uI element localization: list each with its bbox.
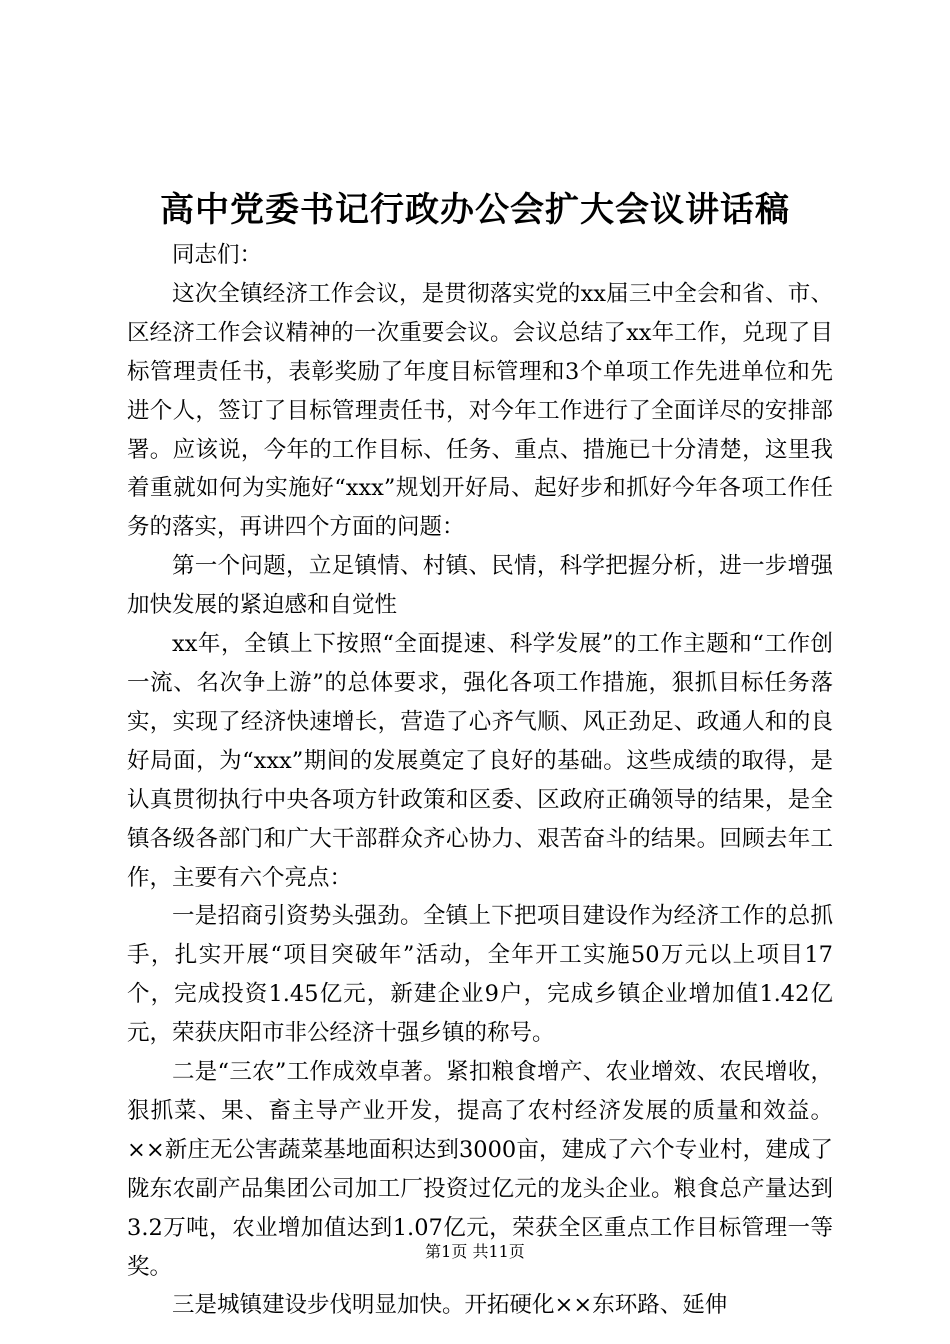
paragraph-salutation: 同志们： (172, 242, 263, 268)
document-title: 高中党委书记行政办公会扩大会议讲话稿 (160, 190, 790, 230)
paragraph-intro: 这次全镇经济工作会议，是贯彻落实党的xx届三中全会和省、市、区经济工作会议精神的一次重要会议。会议总结了xx年工作，兑现了目标管理责任书，表彰奖励了年度目标管理和3个单项工作先进单位和先进个人，签订了目标管理责任书，对今年工作进行了全面详尽的安排部署。应该说，今年的工作目标、任务、重点、措施已十分清楚，这里我着重就如何为实施好“xxx”规划开好局、起好步和抓好今年各项工作任务的落实，再讲四个方面的问题： (127, 280, 833, 541)
paragraph-highlight-2: 二是“三农”工作成效卓著。紧扣粮食增产、农业增效、农民增收，狠抓菜、果、畜主导产业开发，提高了农村经济发展的质量和效益。××新庄无公害蔬菜基地面积达到3000亩，建成了六个专业村，建成了陇东农副产品集团公司加工厂投资过亿元的龙头企业。粮食总产量达到3.2万吨，农业增加值达到1.07亿元，荣获全区重点工作目标管理一等奖。 (127, 1059, 833, 1280)
paragraph-review: xx年，全镇上下按照“全面提速、科学发展”的工作主题和“工作创一流、名次争上游”的总体要求，强化各项工作措施，狠抓目标任务落实，实现了经济快速增长，营造了心齐气顺、风正劲足、政通人和的良好局面，为“xxx”期间的发展奠定了良好的基础。这些成绩的取得，是认真贯彻执行中央各项方针政策和区委、区政府正确领导的结果，是全镇各级各部门和广大干部群众齐心协力、艰苦奋斗的结果。回顾去年工作，主要有六个亮点： (127, 631, 833, 891)
paragraph-highlight-1: 一是招商引资势头强劲。全镇上下把项目建设作为经济工作的总抓手，扎实开展“项目突破年”活动，全年开工实施50万元以上项目17个，完成投资1.45亿元，新建企业9户，完成乡镇企业增加值1.42亿元，荣获庆阳市非公经济十强乡镇的称号。 (127, 903, 833, 1047)
paragraph-highlight-3: 三是城镇建设步伐明显加快。开拓硬化××东环路、延伸 (172, 1292, 728, 1319)
paragraph-heading-first-issue: 第一个问题，立足镇情、村镇、民情，科学把握分析，进一步增强加快发展的紧迫感和自觉性 (127, 553, 833, 619)
document-body (127, 236, 833, 1325)
page-number: 第1页 共11页 (425, 1242, 525, 1261)
